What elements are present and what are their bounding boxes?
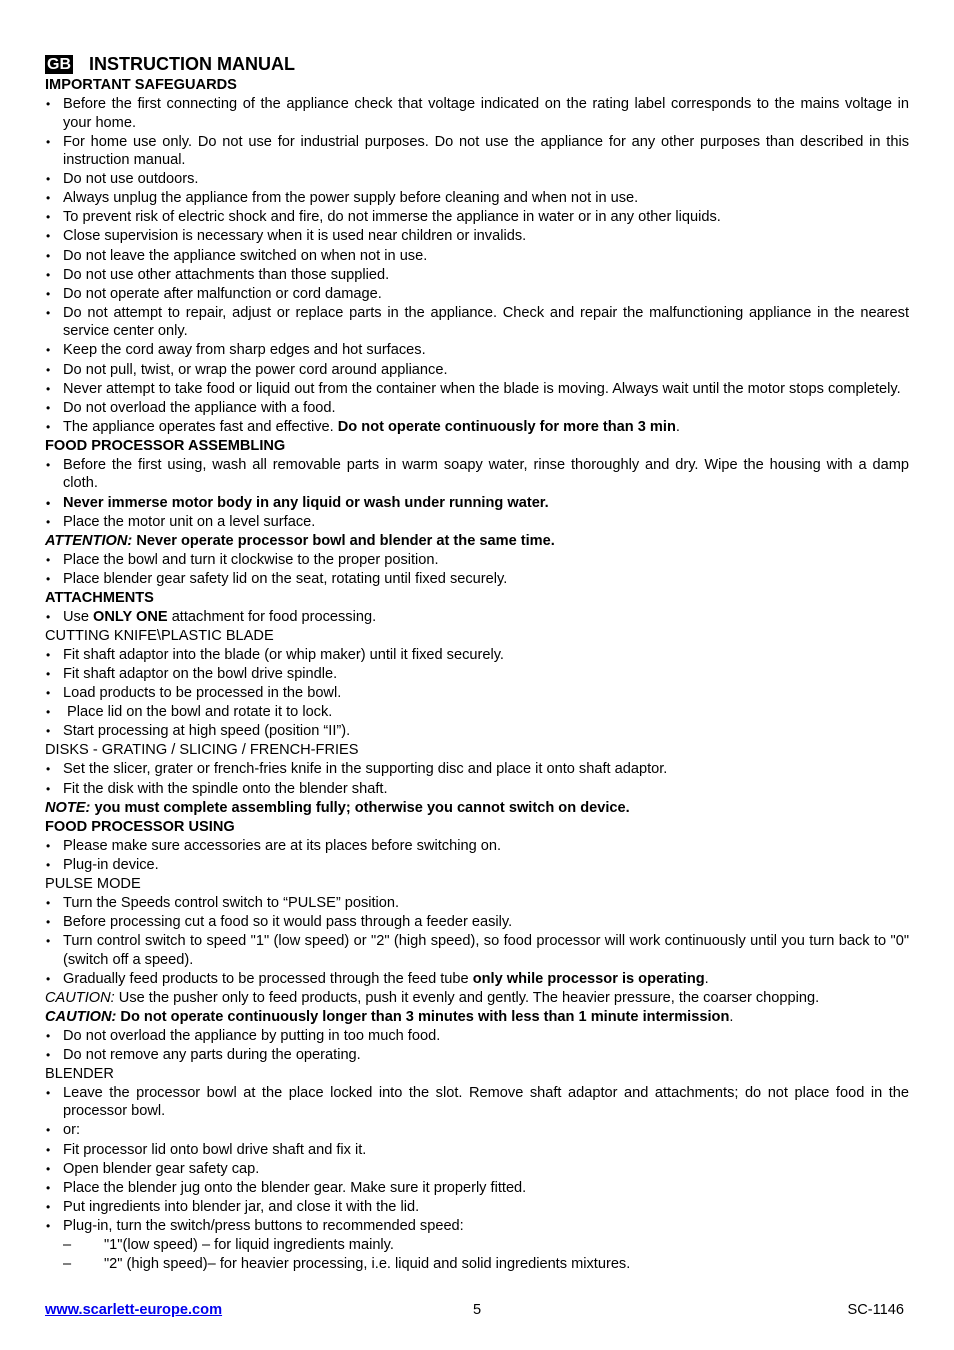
list-item: • Gradually feed products to be processed through the feed tube only while processor is operating. <box>45 970 909 989</box>
list-item: • Start processing at high speed (position “II”). <box>45 722 909 741</box>
assembling-list <box>45 456 909 531</box>
list-item: • or: <box>45 1121 909 1140</box>
blender-subheading: BLENDER <box>45 1065 114 1082</box>
list-item: • Do not pull, twist, or wrap the power cord around appliance. <box>45 361 909 380</box>
list-item: • Do not use other attachments than those supplied. <box>45 266 909 285</box>
list-item: • Do not leave the appliance switched on when not in use. <box>45 247 909 266</box>
using-heading: FOOD PROCESSOR USING <box>45 818 235 835</box>
speed-item: – "1"(low speed) – for liquid ingredients mainly. <box>45 1236 909 1255</box>
list-item: • Do not use outdoors. <box>45 170 909 189</box>
attachments-list <box>45 608 909 627</box>
assembling-heading: FOOD PROCESSOR ASSEMBLING <box>45 437 286 454</box>
list-item: • Do not overload the appliance with a food. <box>45 399 909 418</box>
page-footer <box>45 1302 909 1322</box>
attention-note: ATTENTION: Never operate processor bowl and blender at the same time. <box>45 532 555 549</box>
list-item: • Leave the processor bowl at the place locked into the slot. Remove shaft adaptor and attachments; do not place food in the processor bowl. <box>45 1084 909 1121</box>
list-item: • Use ONLY ONE attachment for food processing. <box>45 608 909 627</box>
list-item: • Always unplug the appliance from the power supply before cleaning and when not in use. <box>45 189 909 208</box>
list-item: • Do not attempt to repair, adjust or replace parts in the appliance. Check and repair the malfunctioning appliance in the nearest service center only. <box>45 304 909 341</box>
page-title: INSTRUCTION MANUAL <box>89 53 295 74</box>
list-item: • Place blender gear safety lid on the seat, rotating until fixed securely. <box>45 570 909 589</box>
list-item: • Do not operate after malfunction or cord damage. <box>45 285 909 304</box>
speed-list <box>45 1236 909 1274</box>
assembling-list-2 <box>45 551 909 589</box>
list-item: • Fit the disk with the spindle onto the blender shaft. <box>45 780 909 799</box>
caution-pusher: CAUTION: Use the pusher only to feed products, push it evenly and gently. The heavier pressure, the coarser chopping. <box>45 989 820 1006</box>
knife-subheading: CUTTING KNIFE\PLASTIC BLADE <box>45 627 274 644</box>
blender-list <box>45 1084 909 1236</box>
list-item: • Place the blender jug onto the blender gear. Make sure it properly fitted. <box>45 1179 909 1198</box>
list-item: • Plug-in, turn the switch/press buttons to recommended speed: <box>45 1217 909 1236</box>
speed-item: – "2" (high speed)– for heavier processing, i.e. liquid and solid ingredients mixtures. <box>45 1255 909 1274</box>
manual-page <box>45 52 909 1274</box>
list-item: • Fit shaft adaptor on the bowl drive spindle. <box>45 665 909 684</box>
list-item: • Do not overload the appliance by putting in too much food. <box>45 1027 909 1046</box>
list-item: • Fit shaft adaptor into the blade (or whip maker) until it fixed securely. <box>45 646 909 665</box>
list-item: • Place the bowl and turn it clockwise to the proper position. <box>45 551 909 570</box>
pulse-subheading: PULSE MODE <box>45 875 141 892</box>
knife-list <box>45 646 909 741</box>
using-list-2 <box>45 1027 909 1065</box>
list-item: • Before the first connecting of the appliance check that voltage indicated on the rating label corresponds to the mains voltage in your home. <box>45 95 909 132</box>
list-item: • Put ingredients into blender jar, and close it with the lid. <box>45 1198 909 1217</box>
caution-continuous: CAUTION: Do not operate continuously longer than 3 minutes with less than 1 minute intermission. <box>45 1008 734 1025</box>
list-item: • Open blender gear safety cap. <box>45 1160 909 1179</box>
list-item: • Plug-in device. <box>45 856 909 875</box>
list-item: • The appliance operates fast and effective. Do not operate continuously for more than 3 min. <box>45 418 909 437</box>
page-number: 5 <box>473 1302 482 1318</box>
list-item: • Before processing cut a food so it would pass through a feeder easily. <box>45 913 909 932</box>
safeguards-heading: IMPORTANT SAFEGUARDS <box>45 77 237 93</box>
list-item: • To prevent risk of electric shock and fire, do not immerse the appliance in water or in any other liquids. <box>45 208 909 227</box>
title-row <box>45 52 909 76</box>
list-item: • Place the motor unit on a level surface. <box>45 513 909 532</box>
list-item: • Never attempt to take food or liquid out from the container when the blade is moving. Always wait until the motor stops completely. <box>45 380 909 399</box>
attachments-heading: ATTACHMENTS <box>45 589 154 606</box>
language-badge: GB <box>47 55 71 73</box>
list-item: • Turn the Speeds control switch to “PULSE” position. <box>45 894 909 913</box>
assembly-note: NOTE: you must complete assembling fully; otherwise you cannot switch on device. <box>45 799 630 816</box>
safeguards-list <box>45 95 909 436</box>
using-list <box>45 837 909 875</box>
disks-subheading: DISKS - GRATING / SLICING / FRENCH-FRIES <box>45 742 359 759</box>
list-item: • For home use only. Do not use for industrial purposes. Do not use the appliance for any other purposes than described in this instruction manual. <box>45 133 909 170</box>
website-link[interactable]: www.scarlett-europe.com <box>45 1302 223 1318</box>
list-item: • Keep the cord away from sharp edges and hot surfaces. <box>45 341 909 360</box>
list-item: • Close supervision is necessary when it is used near children or invalids. <box>45 227 909 246</box>
list-item: • Turn control switch to speed "1" (low speed) or "2" (high speed), so food processor will work continuously until you turn back to "0" (switch off a speed). <box>45 932 909 969</box>
list-item: • Set the slicer, grater or french-fries knife in the supporting disc and place it onto shaft adaptor. <box>45 760 909 779</box>
list-item: • Never immerse motor body in any liquid or wash under running water. <box>45 494 909 513</box>
list-item: • Place lid on the bowl and rotate it to lock. <box>45 703 909 722</box>
model-number: SC-1146 <box>847 1302 904 1318</box>
pulse-list <box>45 894 909 988</box>
disks-list <box>45 760 909 798</box>
list-item: • Before the first using, wash all removable parts in warm soapy water, rinse thoroughly and dry. Wipe the housing with a damp cloth. <box>45 456 909 493</box>
list-item: • Do not remove any parts during the operating. <box>45 1046 909 1065</box>
list-item: • Please make sure accessories are at its places before switching on. <box>45 837 909 856</box>
list-item: • Fit processor lid onto bowl drive shaft and fix it. <box>45 1141 909 1160</box>
list-item: • Load products to be processed in the bowl. <box>45 684 909 703</box>
